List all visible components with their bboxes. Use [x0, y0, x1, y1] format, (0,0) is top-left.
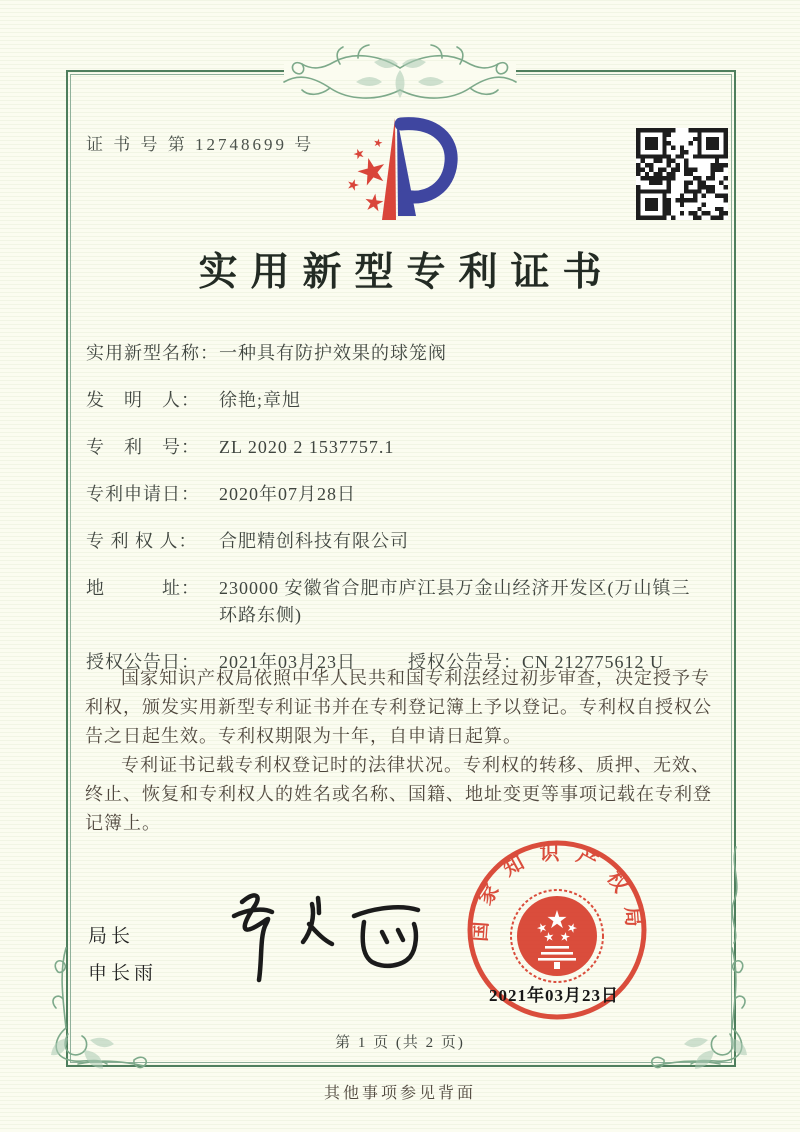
- director-signature-icon: [212, 880, 437, 992]
- cnipa-logo-icon: [338, 110, 464, 232]
- field-value: 2021年03月23日: [219, 652, 356, 672]
- field-row-name: [86, 340, 726, 367]
- top-flourish-icon: [278, 38, 522, 112]
- field-label: 地 址：: [86, 578, 200, 598]
- field-row-patent-no: [86, 434, 726, 461]
- field-value: 徐艳;章旭: [219, 390, 302, 410]
- field-label: 专 利 权 人：: [86, 531, 198, 551]
- field-row-patentee: [86, 528, 726, 555]
- field-value: 一种具有防护效果的球笼阀: [219, 343, 447, 363]
- field-list: [86, 340, 726, 696]
- field-label: 授权公告日：: [86, 652, 200, 672]
- seal-ring-text: 国家知识产权局: [469, 842, 645, 943]
- legal-paragraph-2: 专利证书记载专利权登记时的法律状况。专利权的转移、质押、无效、终止、恢复和专利权人的姓名或名称、国籍、地址变更等事项记载在专利登记簿上。: [85, 755, 712, 833]
- legal-paragraph-1: 国家知识产权局依照中华人民共和国专利法经过初步审查，决定授予专利权，颁发实用新型专利证书并在专利登记簿上予以登记。专利权自授权公告之日起生效。专利权期限为十年，自申请日起算。: [85, 668, 712, 746]
- qr-code: [636, 128, 728, 220]
- field-label: 发 明 人：: [86, 390, 200, 410]
- field-row-filing-date: [86, 481, 726, 508]
- right-border-curl-icon: [728, 845, 746, 945]
- page-indicator: 第 1 页 (共 2 页): [335, 1035, 465, 1051]
- field-label: 专 利 号：: [86, 437, 200, 457]
- director-title: 局长: [88, 926, 135, 947]
- field-value: CN 212775612 U: [522, 652, 665, 672]
- field-value: 230000 安徽省合肥市庐江县万金山经济开发区(万山镇三环路东侧): [219, 578, 691, 625]
- field-row-inventor: [86, 387, 726, 414]
- certificate-number: 证 书 号 第 12748699 号: [86, 135, 315, 154]
- certificate-title: 实用新型专利证书: [198, 251, 615, 294]
- field-label: 专利申请日：: [86, 484, 200, 504]
- field-value: 合肥精创科技有限公司: [219, 531, 409, 551]
- field-value: 2020年07月28日: [219, 484, 356, 504]
- field-label: 授权公告号：: [408, 652, 522, 672]
- field-value: ZL 2020 2 1537757.1: [219, 437, 395, 457]
- field-label: 实用新型名称：: [86, 343, 219, 363]
- back-side-note: 其他事项参见背面: [323, 1085, 476, 1102]
- director-block: [88, 918, 157, 992]
- legal-text: [85, 664, 721, 838]
- seal-date: 2021年03月23日: [489, 986, 619, 1005]
- director-name: 申长雨: [88, 963, 158, 984]
- field-row-address: [86, 575, 726, 629]
